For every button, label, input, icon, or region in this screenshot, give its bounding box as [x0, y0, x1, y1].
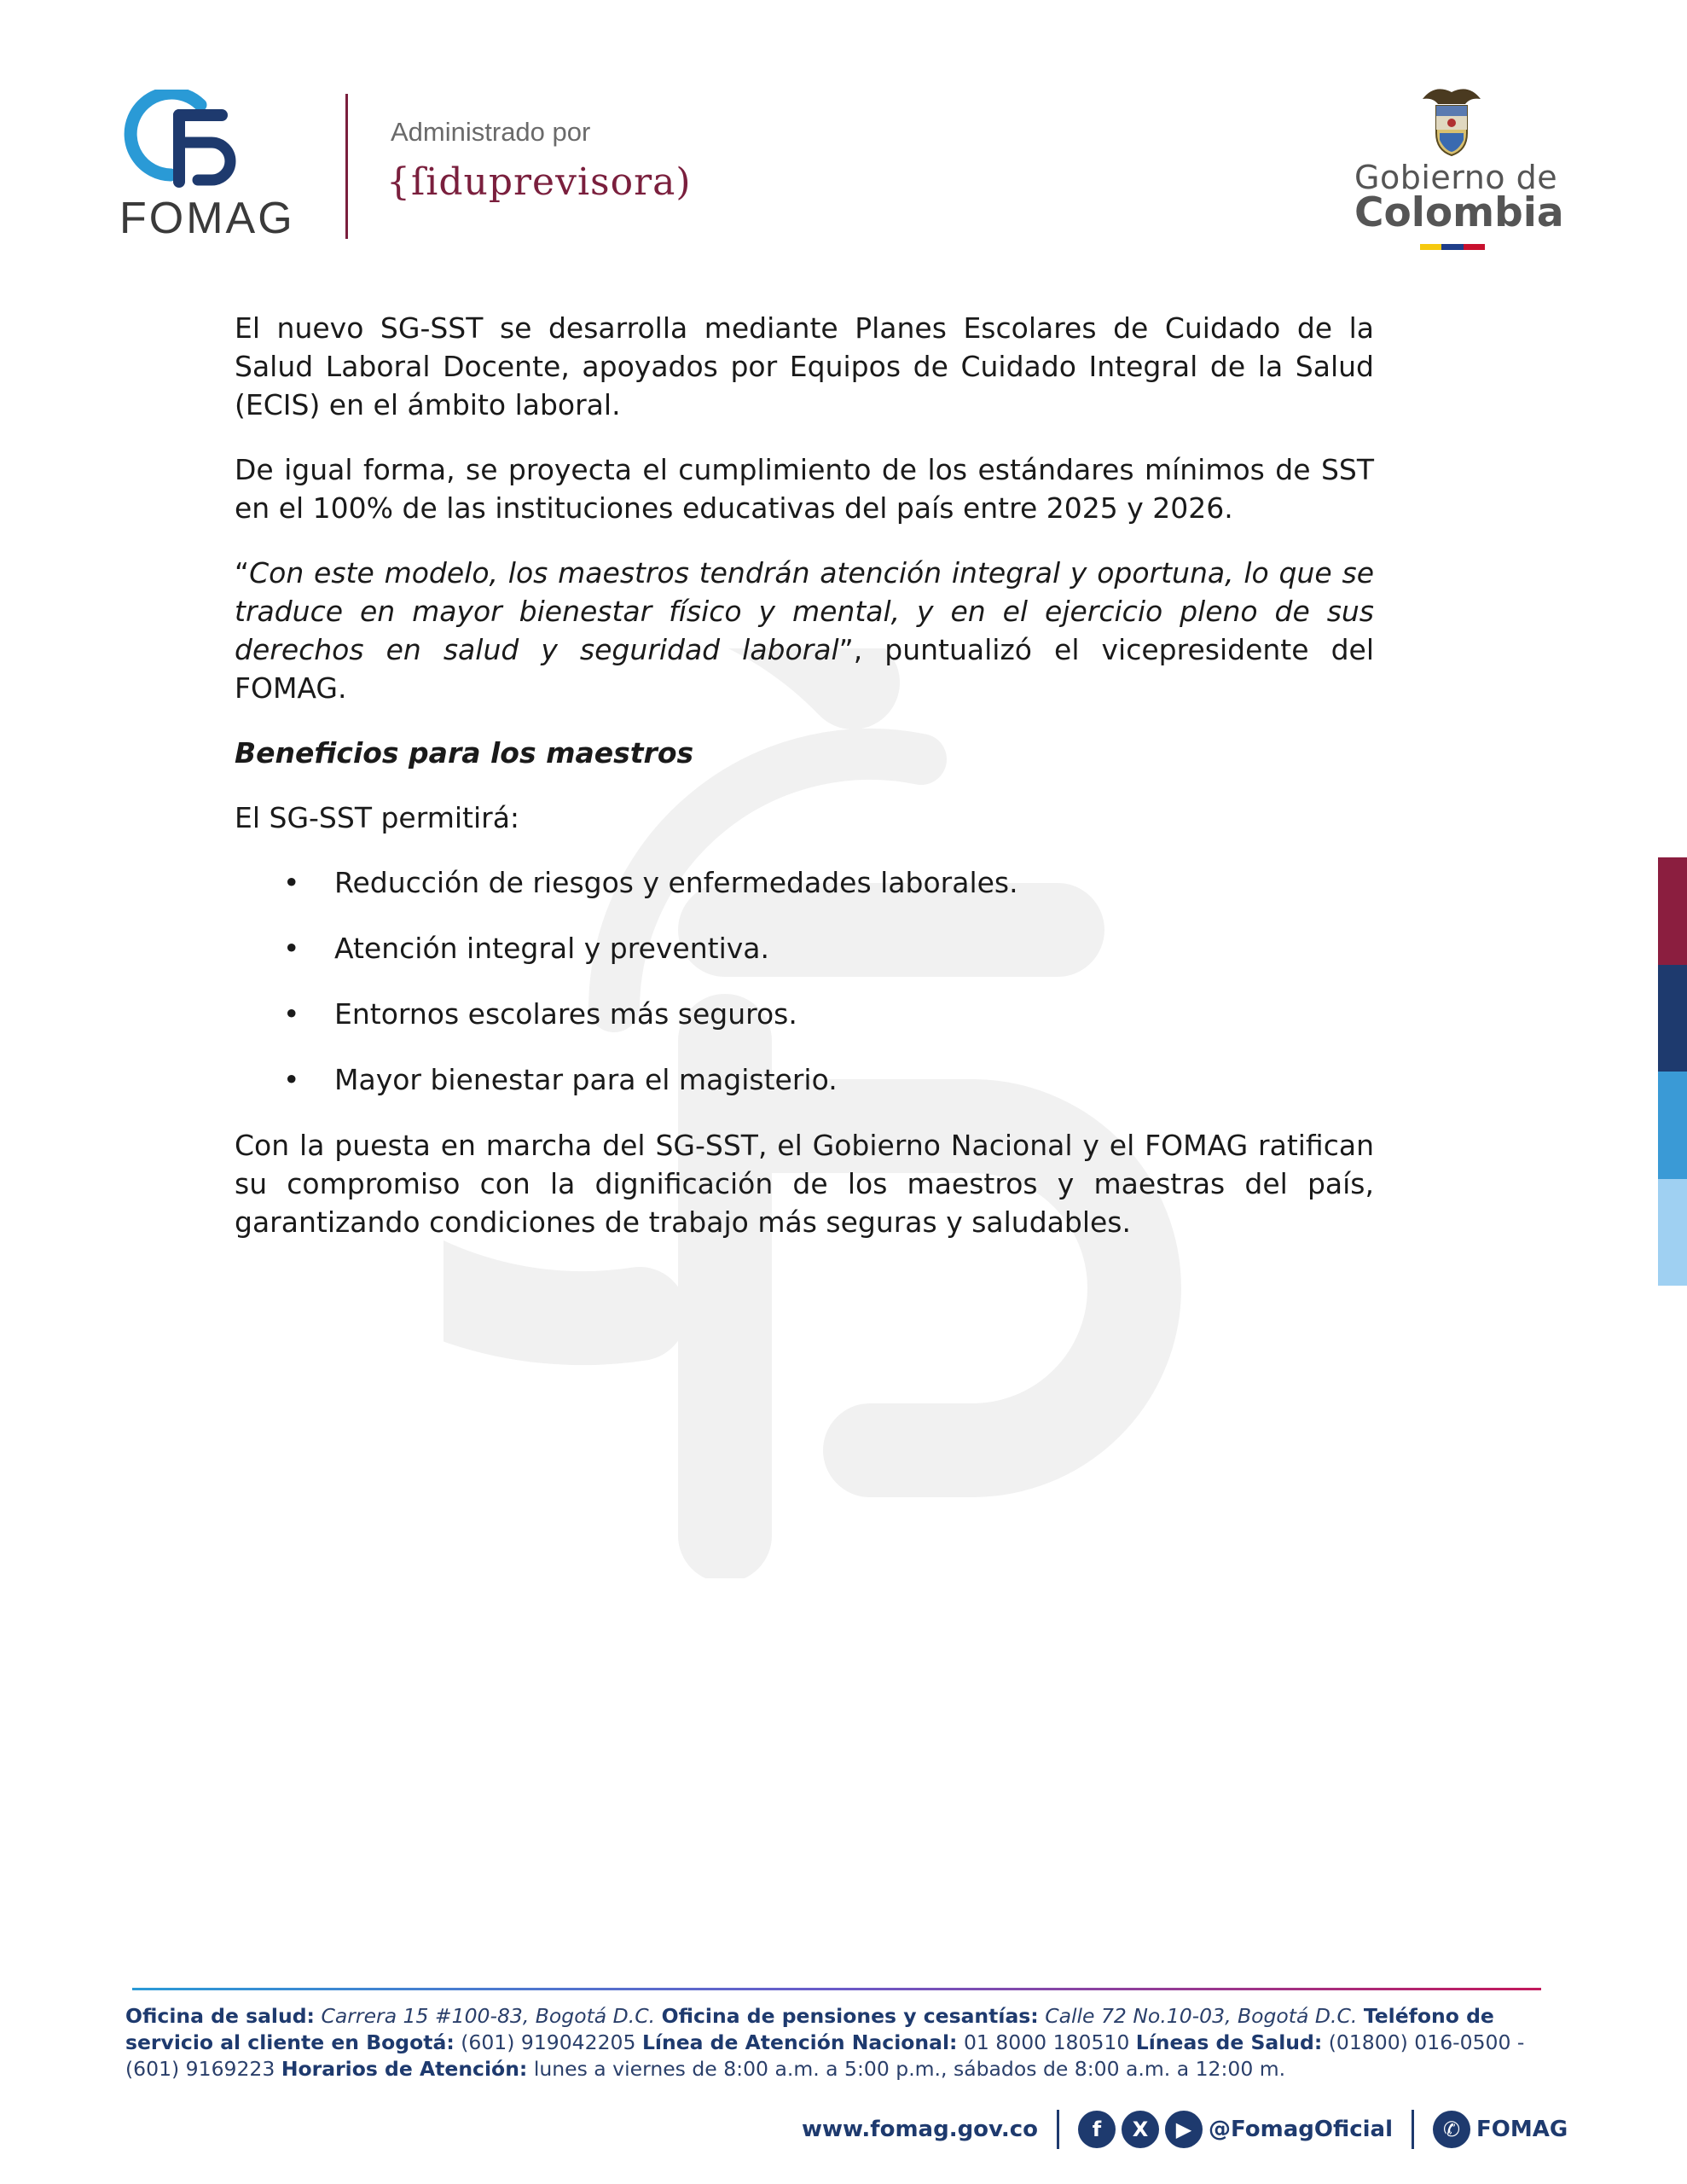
footer-label: Horarios de Atención: — [281, 2057, 528, 2081]
footer-contact-info — [125, 2003, 1550, 2082]
gov-colombia-line1: Gobierno de — [1354, 159, 1558, 196]
bullet-icon: • — [283, 1063, 300, 1096]
footer-label: Línea de Atención Nacional: — [641, 2030, 958, 2054]
colombia-shield-icon — [1417, 84, 1486, 159]
list-item-text: Mayor bienestar para el magisterio. — [334, 1063, 838, 1096]
footer-label: Teléfono de servicio al cliente en Bogotá: — [125, 2004, 1494, 2054]
footer-value: 01 8000 180510 — [963, 2030, 1130, 2054]
footer-value: Carrera 15 #100-83, Bogotá D.C. — [321, 2004, 656, 2028]
footer-value: lunes a viernes de 8:00 a.m. a 5:00 p.m., sábados de 8:00 a.m. a 12:00 m. — [533, 2057, 1286, 2081]
paragraph-sg-sst: El nuevo SG-SST se desarrolla mediante Planes Escolares de Cuidado de la Salud Laboral Docente, apoyados por Equipos de Cuidado Integral de la Salud (ECIS) en el ámbito laboral. — [235, 311, 1374, 421]
header-divider — [345, 94, 348, 239]
footer-links — [802, 2109, 1568, 2150]
footer-value: (601) 919042205 — [461, 2030, 636, 2054]
quote-open-mark: “ — [235, 556, 250, 590]
list-item — [283, 995, 1374, 1033]
section-heading: Beneficios para los maestros — [235, 736, 694, 770]
social-handle-link[interactable]: @FomagOficial — [1209, 2117, 1394, 2142]
colombia-flag-stripe — [1420, 244, 1485, 250]
footer-label: Líneas de Salud: — [1135, 2030, 1323, 2054]
bullet-icon: • — [283, 932, 300, 965]
gov-colombia-line2: Colombia — [1354, 189, 1564, 236]
footer-value: (01800) 016-0500 - (601) 9169223 — [125, 2030, 1525, 2081]
list-item-text: Atención integral y preventiva. — [334, 932, 769, 965]
benefits-list — [235, 863, 1374, 1099]
list-item — [283, 863, 1374, 902]
fiduprevisora-logo: {ſiduprevisora) — [386, 160, 692, 204]
list-item — [283, 929, 1374, 967]
footer-separator — [1412, 2110, 1414, 2149]
youtube-icon[interactable]: ▶ — [1165, 2111, 1203, 2148]
footer-divider — [132, 1988, 1541, 1990]
paragraph-quote — [235, 554, 1374, 707]
list-item — [283, 1060, 1374, 1099]
footer-value: Calle 72 No.10-03, Bogotá D.C. — [1045, 2004, 1358, 2028]
whatsapp-icon[interactable]: ✆ — [1433, 2111, 1470, 2148]
quote-text: Con este modelo, los maestros tendrán atención integral y oportuna, lo que se traduce en mayor bienestar físico y mental, y en el ejercicio pleno de sus derechos en salud y seguridad laboral — [235, 556, 1374, 666]
whatsapp-label[interactable]: FOMAG — [1476, 2117, 1568, 2142]
paragraph-closing: Con la puesta en marcha del SG-SST, el Gobierno Nacional y el FOMAG ratifican su compromiso con la dignificación de los maestros y maestras del país, garantizando condiciones de trabajo más seguras y saludables. — [235, 1129, 1374, 1239]
bullet-icon: • — [283, 997, 300, 1031]
x-icon[interactable]: X — [1122, 2111, 1159, 2148]
administered-by-label: Administrado por — [391, 117, 591, 147]
fomag-wordmark: FOMAG — [119, 194, 295, 243]
facebook-icon[interactable]: f — [1078, 2111, 1116, 2148]
footer-separator — [1057, 2110, 1059, 2149]
footer-label: Oficina de pensiones y cesantías: — [661, 2004, 1039, 2028]
bullet-icon: • — [283, 866, 300, 899]
article-body — [235, 309, 1374, 1268]
list-intro: El SG-SST permitirá: — [235, 801, 520, 834]
website-link[interactable]: www.fomag.gov.co — [802, 2117, 1039, 2142]
list-item-text: Entornos escolares más seguros. — [334, 997, 797, 1031]
list-item-text: Reducción de riesgos y enfermedades laborales. — [334, 866, 1018, 899]
footer-label: Oficina de salud: — [125, 2004, 315, 2028]
quote-attribution: ”, puntualizó el vicepresidente del FOMAG. — [235, 633, 1374, 705]
side-color-bar — [1658, 857, 1687, 1286]
paragraph-standards: De igual forma, se proyecta el cumplimiento de los estándares mínimos de SST en el 100% de las instituciones educativas del país entre 2025 y 2026. — [235, 453, 1374, 525]
